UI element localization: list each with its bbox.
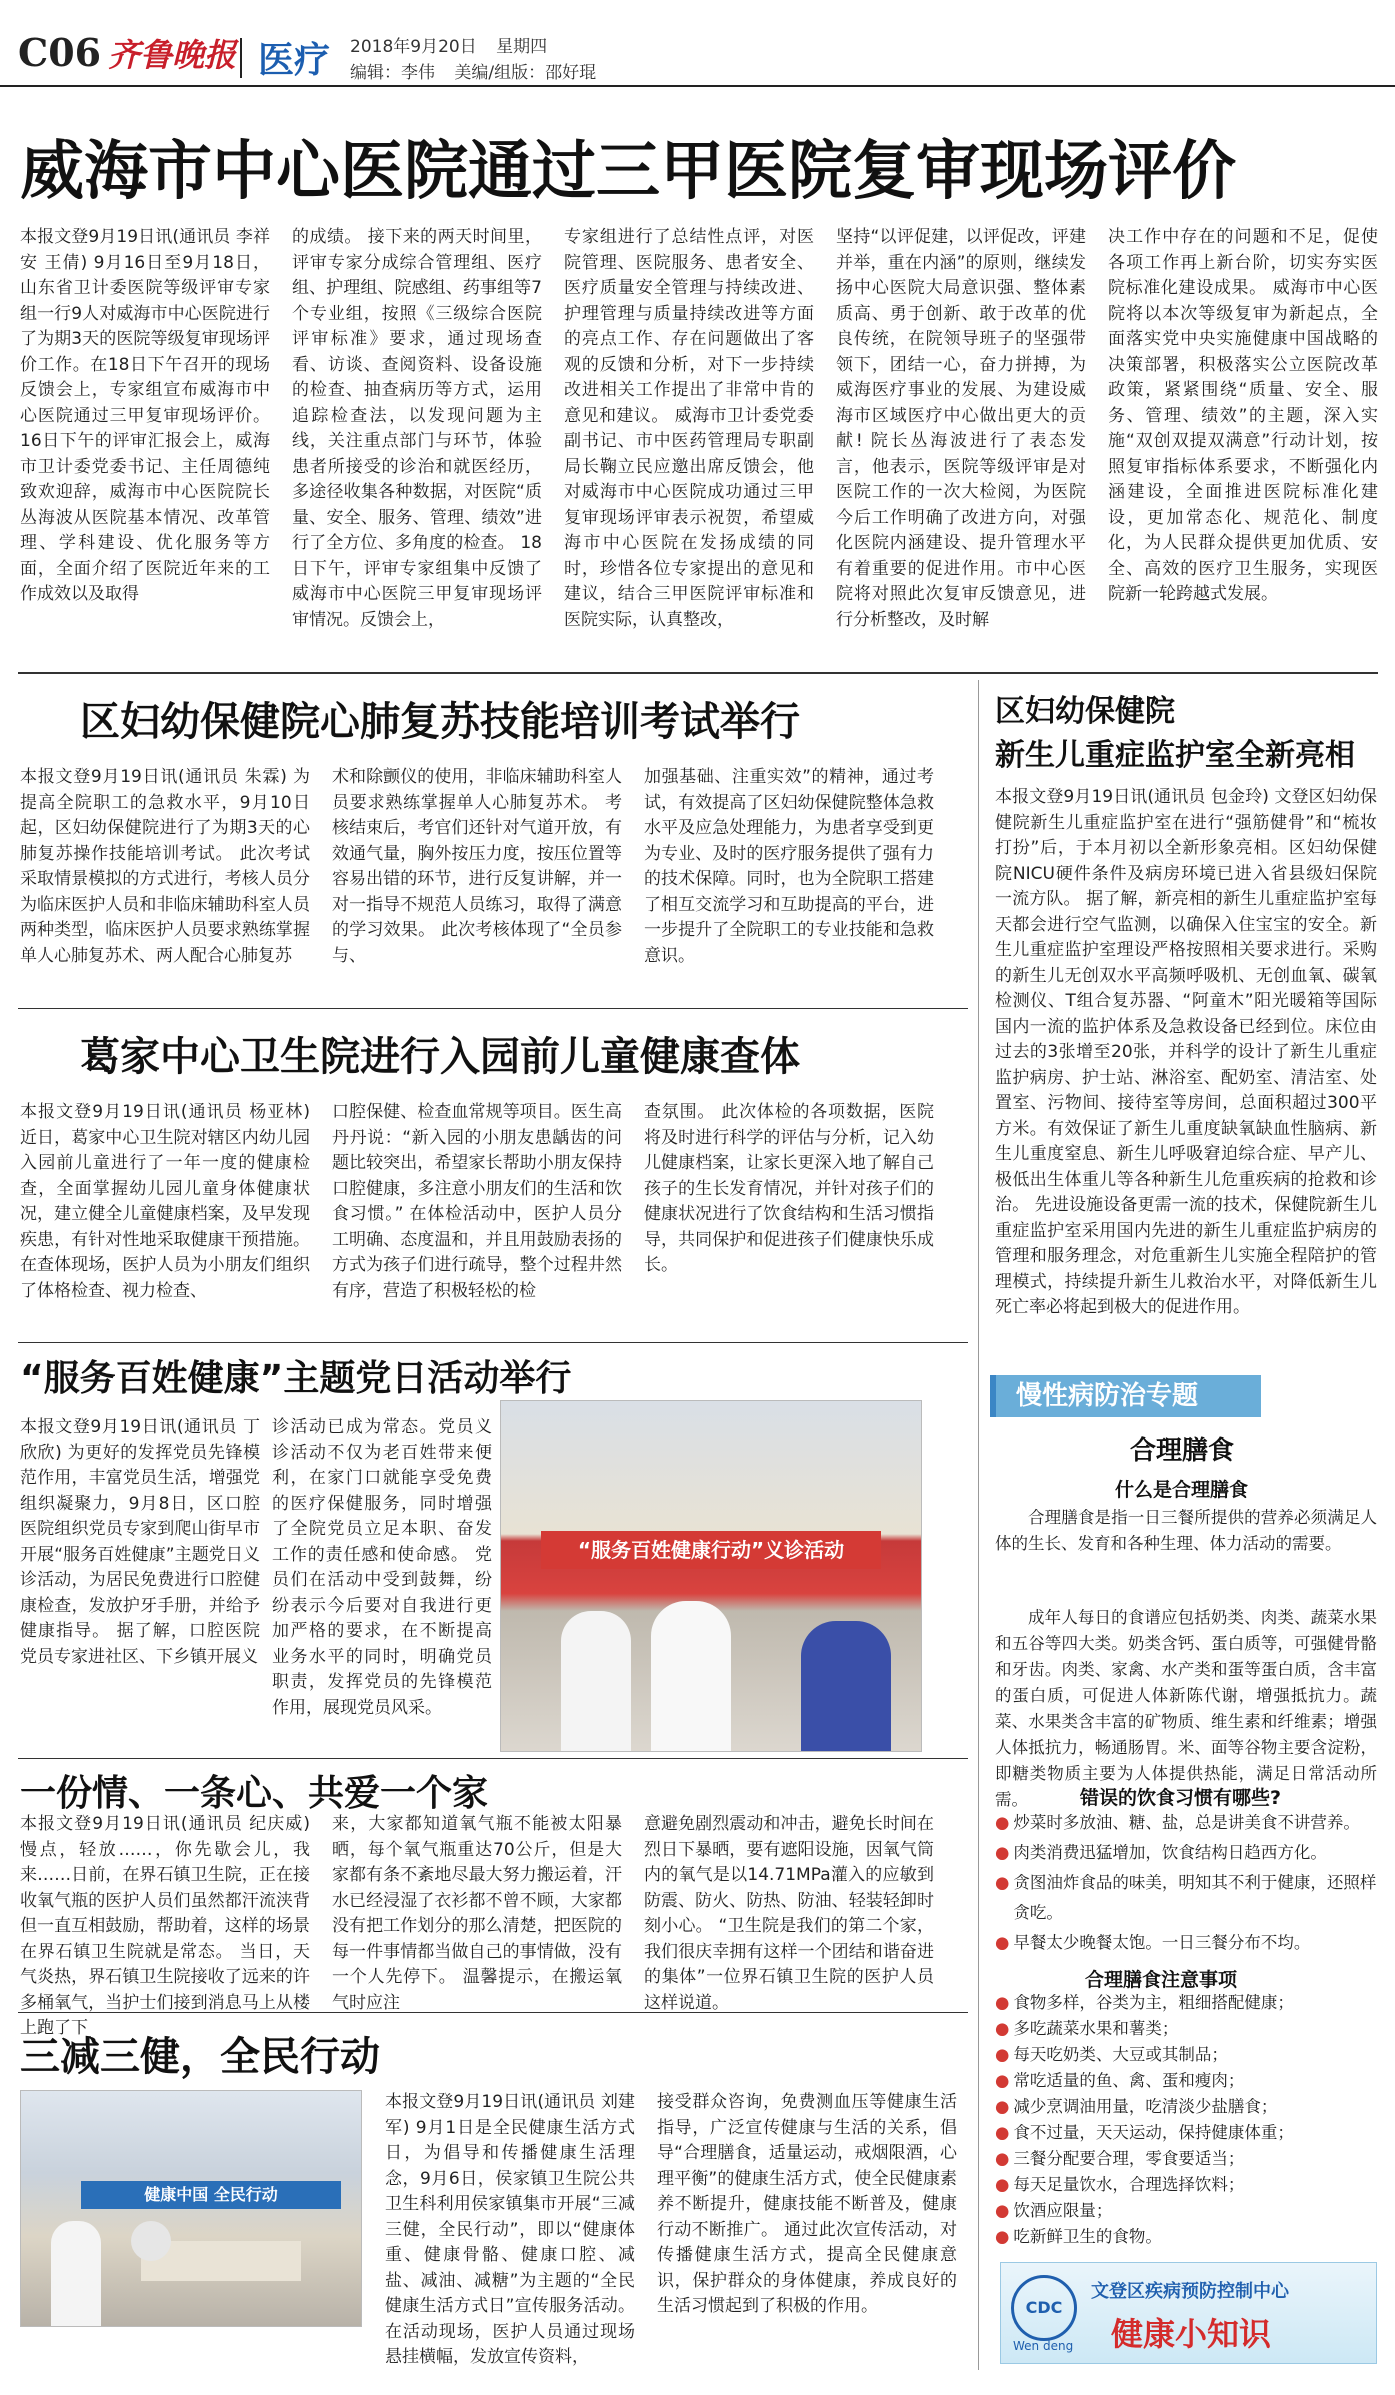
article-title-line: 区妇幼保健院	[995, 694, 1175, 729]
event-photo	[500, 1400, 922, 1752]
health-tip-title: 健康小知识	[1111, 2315, 1272, 2353]
section-divider	[18, 672, 1378, 674]
header-divider	[240, 38, 242, 78]
person-figure	[651, 1601, 731, 1751]
article-column: 诊活动已成为常态。党员义诊活动不仅为老百姓带来便利，在家门口就能享受免费的医疗保健服务，同时增强了全院党员立足本职、奋发工作的责任感和使命感。 党员们在活动中受到鼓舞，纷纷表示今后要对自我进行更加严格的要求，在不断提高业务水平的同时，明确党员职责，发挥党员的先锋模范作用，展现党员风采。	[272, 1417, 492, 1718]
bullet-icon: ●	[995, 1993, 1010, 2012]
article-column: 本报文登9月19日讯(通讯员 刘建军) 9月1日是全民健康生活方式日，为倡导和传播健康生活理念，9月6日，侯家镇卫生院公共卫生科利用侯家镇集市开展“三减三健，全民行动”，即以“健康体重、健康骨骼、健康口腔、减盐、减油、减糖”为主题的“全民健康生活方式日”宣传服务活动。 在活动现场，医护人员通过现场悬挂横幅，发放宣传资料，	[385, 2092, 635, 2367]
bullet-icon: ●	[995, 2019, 1010, 2038]
article-title: 葛家中心卫生院进行入园前儿童健康查体	[80, 1034, 800, 1080]
list-item: ● 食物多样，谷类为主，粗细搭配健康；	[995, 1990, 1377, 2016]
bullet-icon: ●	[995, 1873, 1010, 1892]
article-column: 本报文登9月19日讯(通讯员 纪庆威) 慢点，轻放……，你先歇会儿，我来……日前，在界石镇卫生院，正在接收氧气瓶的医护人员们虽然都汗流浃背但一直互相鼓励，帮助着，这样的场景在界石镇卫生院就是常态。 当日，天气炎热，界石镇卫生院接收了远来的许多桶氧气，当护士们接到消息马上从楼上跑了下	[20, 1814, 310, 2038]
list-item: ● 每天吃奶类、大豆或其制品；	[995, 2042, 1377, 2068]
event-photo	[20, 2090, 362, 2327]
article-title: “服务百姓健康”主题党日活动举行	[20, 1358, 572, 1399]
cdc-name: 文登区疾病预防控制中心	[1091, 2281, 1289, 2302]
sidebar-column-title: 慢性病防治专题	[990, 1375, 1261, 1417]
sidebar-question: 合理膳食注意事项	[1085, 1969, 1238, 1991]
logo-subtitle: Wen deng	[1013, 2339, 1074, 2353]
article-title: 区妇幼保健院心肺复苏技能培训考试举行	[80, 699, 800, 745]
article-title: 威海市中心医院通过三甲医院复审现场评价	[20, 135, 1236, 209]
list-item: ● 减少烹调油用量，吃清淡少盐膳食；	[995, 2094, 1377, 2120]
section-divider	[18, 1758, 968, 1759]
list-item: ● 饮酒应限量；	[995, 2198, 1377, 2224]
bullet-icon: ●	[995, 1933, 1010, 1952]
section-divider	[18, 2012, 968, 2013]
article-column: 本报文登9月19日讯(通讯员 杨亚林) 近日，葛家中心卫生院对辖区内幼儿园入园前儿童进行了一年一度的健康检查，全面掌握幼儿园儿童身体健康状况，建立健全儿童健康档案，及早发现疾患，有针对性地采取健康干预措施。 在查体现场，医护人员为小朋友们组织了体格检查、视力检查、	[20, 1102, 310, 1301]
bad-habits-list	[995, 1808, 1377, 1958]
article-column: 接受群众咨询，免费测血压等健康生活指导，广泛宣传健康与生活的关系，倡导“合理膳食，适量运动，戒烟限酒，心理平衡”的健康生活方式，使全民健康素养不断提升，健康技能不断普及，健康行动不断推广。 通过此次宣传活动，对传播健康生活方式，提高全民健康意识，保护群众的身体健康，养成良好的生活习惯起到了积极的作用。	[657, 2092, 957, 2316]
bullet-icon: ●	[995, 2071, 1010, 2090]
sidebar-question: 错误的饮食习惯有哪些?	[1080, 1787, 1282, 1809]
column-rule	[978, 680, 979, 2370]
article-column: 口腔保健、检查血常规等项目。医生高丹丹说：“新入园的小朋友患龋齿的问题比较突出，希望家长帮助小朋友保持口腔健康，多注意小朋友们的生活和饮食习惯。” 在体检活动中，医护人员分工明确、态度温和，并且用鼓励表扬的方式为孩子们进行疏导，整个过程井然有序，营造了积极轻松的检	[332, 1102, 622, 1301]
cdc-logo-banner	[1000, 2262, 1377, 2364]
sidebar-main-title: 合理膳食	[1130, 1436, 1235, 1466]
bullet-icon: ●	[995, 2045, 1010, 2064]
list-item: ● 食不过量，天天运动，保持健康体重；	[995, 2120, 1377, 2146]
bullet-icon: ●	[995, 1813, 1010, 1832]
article-column: 本报文登9月19日讯(通讯员 李祥安 王倩) 9月16日至9月18日，山东省卫计委医院等级评审专家组一行9人对威海市中心医院进行了为期3天的医院等级复审现场评价工作。在18日下午召开的现场反馈会上，专家组宣布威海市中心医院通过三甲复审现场评价。 16日下午的评审汇报会上，威海市卫计委党委书记、主任周德纯致欢迎辞，威海市中心医院院长丛海波从医院基本情况、改革管理、学科建设、优化服务等方面，全面介绍了医院近年来的工作成效以及取得	[20, 227, 270, 604]
photo-banner: 健康中国 全民行动	[81, 2181, 341, 2209]
article-column: 本报文登9月19日讯(通讯员 朱霖) 为提高全院职工的急救水平，9月10日起，区妇幼保健院进行了为期3天的心肺复苏操作技能培训考试。 此次考试采取情景模拟的方式进行，考核人员分为临床医护人员和非临床辅助科室人员两种类型，临床医护人员要求熟练掌握单人心肺复苏术、两人配合心肺复苏	[20, 767, 310, 966]
sidebar-text: 合理膳食是指一日三餐所提供的营养必须满足人体的生长、发育和各种生理、体力活动的需要。	[995, 1508, 1377, 1553]
bullet-icon: ●	[995, 2123, 1010, 2142]
article-title-line: 新生儿重症监护室全新亮相	[995, 738, 1355, 773]
article-column: 意避免剧烈震动和冲击，避免长时间在烈日下暴晒，要有遮阳设施，因氧气筒内的氧气是以14.71MPa灌入的应敏到防震、防火、防热、防油、轻装轻卸时刻小心。 “卫生院是我们的第二个家，我们很庆幸拥有这样一个团结和谐奋进的集体”一位界石镇卫生院的医护人员这样说道。	[644, 1814, 934, 2013]
section-name: 医疗	[258, 40, 331, 81]
list-item: ● 肉类消费迅猛增加，饮食结构日趋西方化。	[995, 1838, 1377, 1868]
article-column: 术和除颤仪的使用，非临床辅助科室人员要求熟练掌握单人心肺复苏术。 考核结束后，考官们还针对气道开放，有效通气量，胸外按压力度，按压位置等容易出错的环节，进行反复讲解，并一对一指导不规范人员练习，取得了满意的学习效果。 此次考核体现了“全员参与、	[332, 767, 622, 966]
person-figure	[51, 2221, 101, 2326]
list-item: ● 多吃蔬菜水果和薯类；	[995, 2016, 1377, 2042]
sidebar-paragraph	[995, 1505, 1377, 1601]
list-item: ● 吃新鲜卫生的食物。	[995, 2224, 1377, 2250]
cdc-logo-icon: CDC	[1011, 2275, 1077, 2341]
sidebar-text: 成年人每日的食谱应包括奶类、肉类、蔬菜水果和五谷等四大类。奶类含钙、蛋白质等，可强健骨骼和牙齿。肉类、家禽、水产类和蛋等蛋白质，含丰富的蛋白质，可促进人体新陈代谢，增强抵抗力。蔬菜、水果类含丰富的矿物质、维生素和纤维素；增强人体抵抗力，畅通肠胃。米、面等谷物主要含淀粉，即糖类物质主要为人体提供热能，满足日常活动所需。	[995, 1608, 1377, 1809]
newspaper-logo: 齐鲁晚报	[108, 36, 237, 74]
issue-date: 2018年9月20日	[350, 37, 477, 57]
header-meta	[350, 34, 610, 86]
section-divider	[18, 1008, 968, 1009]
designer-credit: 美编/组版：邵好琨	[454, 63, 597, 83]
photo-banner: “服务百姓健康行动”义诊活动	[541, 1531, 881, 1569]
person-figure	[801, 1621, 891, 1751]
list-item: ● 每天足量饮水，合理选择饮料；	[995, 2172, 1377, 2198]
section-divider	[18, 1342, 968, 1343]
list-item: ● 常吃适量的鱼、禽、蛋和瘦肉；	[995, 2068, 1377, 2094]
article-column: 决工作中存在的问题和不足，促使各项工作再上新台阶，切实夯实医院标准化建设成果。 威海市中心医院将以本次等级复审为新起点，全面落实党中央实施健康中国战略的决策部署，积极落实公立医院改革政策，紧紧围绕“质量、安全、服务、管理、绩效”的主题，深入实施“双创双提双满意”行动计划，按照复审指标体系要求，不断强化内涵建设，全面推进医院标准化建设，更加常态化、规范化、制度化，为人民群众提供更加优质、安全、高效的医疗卫生服务，实现医院新一轮跨越式发展。	[1108, 227, 1378, 604]
article-column: 本报文登9月19日讯(通讯员 丁欣欣) 为更好的发挥党员先锋模范作用，丰富党员生活，增强党组织凝聚力，9月8日，区口腔医院组织党员专家到爬山街早市开展“服务百姓健康”主题党日义诊活动，为居民免费进行口腔健康检查，发放护牙手册，并给予健康指导。 据了解，口腔医院党员专家进社区、下乡镇开展义	[20, 1417, 260, 1667]
bullet-icon: ●	[995, 2201, 1010, 2220]
article-title: 三减三健，全民行动	[20, 2034, 380, 2080]
sidebar-question: 什么是合理膳食	[1115, 1479, 1249, 1501]
issue-weekday: 星期四	[496, 37, 548, 57]
diet-tips-list	[995, 1990, 1377, 2250]
article-column: 坚持“以评促建，以评促改，评建并举，重在内涵”的原则，继续发扬中心医院大局意识强、整体素质高、勇于创新、敢于改革的优良传统，在院领导班子的坚强带领下，团结一心，奋力拼搏，为威海医疗事业的发展、为建设威海市区域医疗中心做出更大的贡献! 院长丛海波进行了表态发言，他表示，医院等级评审是对医院工作的一次大检阅，为医院今后工作明确了改进方向，对强化医院内涵建设、提升管理水平有着重要的促进作用。市中心医院将对照此次复审反馈意见，进行分析整改，及时解	[836, 227, 1086, 630]
list-item: ● 贪图油炸食品的味美，明知其不利于健康，还照样贪吃。	[995, 1868, 1377, 1928]
bullet-icon: ●	[995, 2097, 1010, 2116]
page-number: C06	[18, 30, 102, 75]
person-figure	[131, 2221, 171, 2261]
list-item: ● 炒菜时多放油、糖、盐，总是讲美食不讲营养。	[995, 1808, 1377, 1838]
bullet-icon: ●	[995, 2227, 1010, 2246]
article-title	[995, 690, 1355, 778]
article-body: 本报文登9月19日讯(通讯员 包金玲) 文登区妇幼保健院新生儿重症监护室在进行“强筋健骨”和“梳妆打扮”后，于本月初以全新形象亮相。区妇幼保健院NICU硬件条件及病房环境已进入省县级妇保院一流方队。 据了解，新亮相的新生儿重症监护室每天都会进行空气监测，以确保入住宝宝的安全。新生儿重症监护室理设严格按照相关要求进行。采购的新生儿无创双水平高频呼吸机、无创血氧、碳氧检测仪、T组合复苏器、“阿童木”阳光暖箱等国际国内一流的监护体系及急救设备已经到位。床位由过去的3张增至20张，并科学的设计了新生儿重症监护病房、护士站、淋浴室、配奶室、清洁室、处置室、污物间、接待室等房间，总面积超过300平方米。有效保证了新生儿重度缺氧缺血性脑病、新生儿重度窒息、新生儿呼吸窘迫综合症、早产儿、极低出生体重儿等各种新生儿危重疾病的抢救和诊治。 先进设施设备更需一流的技术，保健院新生儿重症监护室采用国内先进的新生儿重症监护病房的管理和服务理念，对危重新生儿实施全程陪护的管理模式，持续提升新生儿救治水平，对降低新生儿死亡率必将起到极大的促进作用。	[995, 787, 1377, 1317]
person-figure	[561, 1611, 631, 1751]
article-column: 查氛围。 此次体检的各项数据，医院将及时进行科学的评估与分析，记入幼儿健康档案，让家长更深入地了解自己孩子的生长发育情况，并针对孩子们的健康状况进行了饮食结构和生活习惯指导，共同保护和促进孩子们健康快乐成长。	[644, 1102, 934, 1275]
article-column: 来，大家都知道氧气瓶不能被太阳暴晒，每个氧气瓶重达70公斤，但是大家都有条不紊地尽最大努力搬运着，汗水已经浸湿了衣衫都不曾不顾，大家都没有把工作划分的那么清楚，把医院的每一件事情都当做自己的事情做，没有一个人先停下。 温馨提示，在搬运氧气时应注	[332, 1814, 622, 2013]
bullet-icon: ●	[995, 2175, 1010, 2194]
bullet-icon: ●	[995, 1843, 1010, 1862]
article-column: 加强基础、注重实效”的精神，通过考试，有效提高了区妇幼保健院整体急救水平及应急处理能力，为患者享受到更为专业、及时的医疗服务提供了强有力的技术保障。同时，也为全院职工搭建了相互交流学习和互助提高的平台，进一步提升了全院职工的专业技能和急救意识。	[644, 767, 934, 966]
article-column: 专家组进行了总结性点评，对医院管理、医院服务、患者安全、医疗质量安全管理与持续改进、护理管理与质量持续改进等方面的亮点工作、存在问题做出了客观的反馈和分析，对下一步持续改进相关工作提出了非常中肯的意见和建议。 威海市卫计委党委副书记、市中医药管理局专职副局长鞠立民应邀出席反馈会，他对威海市中心医院成功通过三甲复审现场评审表示祝贺，希望威海市中心医院在发扬成绩的同时，珍惜各位专家提出的意见和建议，结合三甲医院评审标准和医院实际，认真整改，	[564, 227, 814, 630]
editor-credit: 编辑：李伟	[350, 63, 435, 83]
bullet-icon: ●	[995, 2149, 1010, 2168]
article-column: 的成绩。 接下来的两天时间里，评审专家分成综合管理组、医疗组、护理组、院感组、药事组等7个专业组，按照《三级综合医院评审标准》要求，通过现场查看、访谈、查阅资料、设备设施的检查、抽查病历等方式，运用追踪检查法，以发现问题为主线，关注重点部门与环节，体验患者所接受的诊治和就医经历，多途径收集各种数据，对医院“质量、安全、服务、管理、绩效”进行了全方位、多角度的检查。 18日下午，评审专家组集中反馈了威海市中心医院三甲复审现场评审情况。反馈会上，	[292, 227, 542, 630]
article-title: 一份情、一条心、共爱一个家	[20, 1773, 489, 1814]
list-item: ● 早餐太少晚餐太饱。一日三餐分布不均。	[995, 1928, 1377, 1958]
list-item: ● 三餐分配要合理，零食要适当；	[995, 2146, 1377, 2172]
